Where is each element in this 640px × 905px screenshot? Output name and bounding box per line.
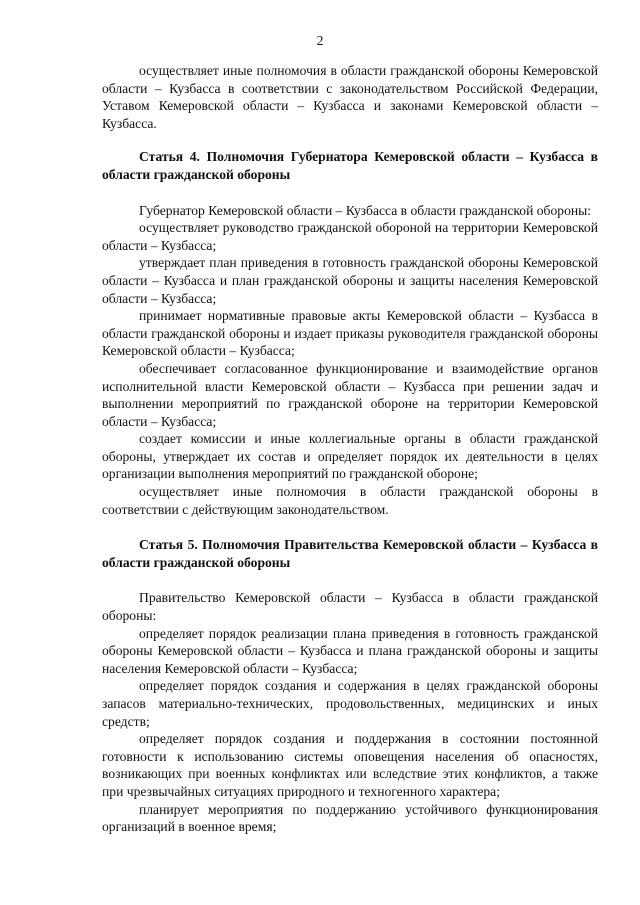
paragraph: определяет порядок реализации плана приведения в готовность гражданской обороны Кемеровской области – Кузбасса и плана гражданской обороны и защиты населения Кемеровской области – Кузбасса; <box>102 625 598 676</box>
paragraph: утверждает план приведения в готовность гражданской обороны Кемеровской области – Кузбасса и план гражданской обороны и защиты населения Кемеровской области – Кузбасса; <box>102 255 598 306</box>
paragraph: Губернатор Кемеровской области – Кузбасса в области гражданской обороны: <box>139 202 592 218</box>
document-body <box>102 62 598 836</box>
paragraph: принимает нормативные правовые акты Кемеровской области – Кузбасса в области гражданской обороны и издает приказы руководителя гражданской обороны Кемеровской области – Кузбасса; <box>102 308 598 359</box>
paragraph: осуществляет руководство гражданской обороной на территории Кемеровской области – Кузбасса; <box>102 220 598 253</box>
paragraph: Правительство Кемеровской области – Кузбасса в области гражданской обороны: <box>102 590 598 624</box>
paragraph: определяет порядок создания и содержания в целях гражданской обороны запасов материально-технических, продовольственных, медицинских и иных средств; <box>102 678 598 729</box>
page-number: 2 <box>316 33 324 48</box>
article-5-heading: Статья 5. Полномочия Правительства Кемеровской области – Кузбасса в области гражданской обороны <box>102 537 598 570</box>
paragraph: определяет порядок создания и поддержания в состоянии постоянной готовности к использованию системы оповещения населения об опасностях, возникающих при военных конфликтах или вследствие этих конфликтов, а также при чрезвычайных ситуациях природного и техногенного характера; <box>102 731 598 799</box>
article-4-heading: Статья 4. Полномочия Губернатора Кемеровской области – Кузбасса в области гражданской обороны <box>102 149 598 182</box>
paragraph: осуществляет иные полномочия в области гражданской обороны в соответствии с действующим законодательством. <box>102 484 598 517</box>
paragraph: создает комиссии и иные коллегиальные органы в области гражданской обороны, утверждает их состав и определяет порядок их деятельности в целях организации выполнения мероприятий по гражданской обороне; <box>102 431 598 482</box>
paragraph: осуществляет иные полномочия в области гражданской обороны Кемеровской области – Кузбасса в соответствии с законодательством Российской Федерации, Уставом Кемеровской области – Кузбасса и законами Кемеровской области – Кузбасса. <box>102 63 598 131</box>
paragraph: планирует мероприятия по поддержанию устойчивого функционирования организаций в военное время; <box>102 801 598 835</box>
paragraph: обеспечивает согласованное функционирование и взаимодействие органов исполнительной власти Кемеровской области – Кузбасса при решении задач и выполнении мероприятий по гражданской обороне на территории Кемеровской области – Кузбасса; <box>102 360 598 429</box>
